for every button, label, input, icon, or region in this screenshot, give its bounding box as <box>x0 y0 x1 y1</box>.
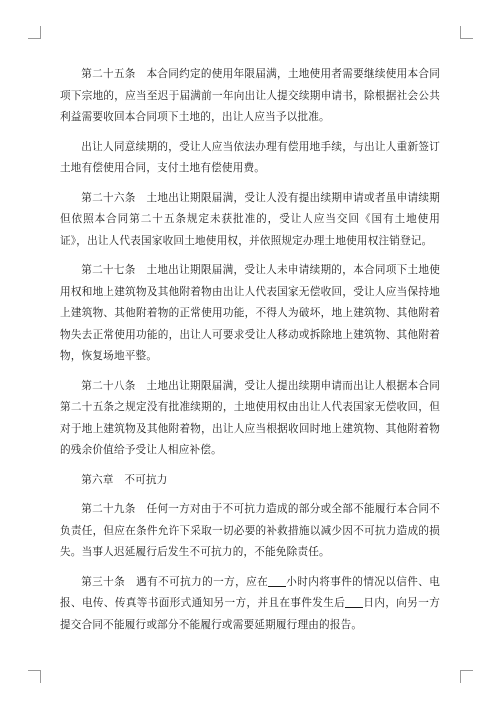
document-body <box>60 64 440 644</box>
article-30-text-part-1: 第三十条 遇有不可抗力的一方，应在 <box>81 575 269 588</box>
crop-mark-top-left <box>28 26 41 39</box>
article-27-paragraph: 第二十七条 土地出让期限届满，受让人未申请续期的，本合同项下土地使用权和地上建筑物及其他附着物由出让人代表国家无偿收回，受让人应当保持地上建筑物、其他附着物的正常使用功能，不得人为破坏，地上建筑物、其他附着物失去正常使用功能的，出让人可要求受让人移动或拆除地上建筑物、其他附着物，恢复场地平整。 <box>60 264 440 362</box>
crop-mark-bottom-left <box>28 670 41 683</box>
article-25-paragraph: 第二十五条 本合同约定的使用年限届满，土地使用者需要继续使用本合同项下宗地的，应当至迟于届满前一年向出让人提交续期申请书，除根据社会公共利益需要收回本合同项下土地的，出让人应当予以批准。 <box>60 68 440 123</box>
article-30-paragraph <box>60 572 440 637</box>
chapter-6-heading: 第六章 不可抗力 <box>81 473 168 486</box>
article-30-text-part-3: 日内，向另一方提交合同不能履行或部分不能履行或需要延期履行理由的报告。 <box>60 597 440 631</box>
article-28-paragraph: 第二十八条 土地出让期限届满，受让人提出续期申请而出让人根据本合同第二十五条之规定没有批准续期的，土地使用权由出让人代表国家无偿收回，但对于地上建筑物及其他附着物，出让人应当根据收回时地上建筑物、其他附着物的残余价值给予受让人相应补偿。 <box>60 379 440 456</box>
days-blank <box>345 595 363 608</box>
article-26-paragraph: 第二十六条 土地出让期限届满，受让人没有提出续期申请或者虽申请续期但依照本合同第二十五条规定未获批准的，受让人应当交回《国有土地使用证》，出让人代表国家收回土地使用权，并依照规定办理土地使用权注销登记。 <box>60 191 440 247</box>
crop-mark-top-right <box>460 26 473 39</box>
article-29-paragraph: 第二十九条 任何一方对由于不可抗力造成的部分或全部不能履行本合同不负责任，但应在条件允许下采取一切必要的补救措施以减少因不可抗力造成的损失。当事人迟延履行后发生不可抗力的，不能免除责任。 <box>60 503 440 558</box>
article-30-text-part-2: 小时内将事件的情况以信件、电报、电传、传真等书面形式通知另一方，并且在事件发生后 <box>60 575 440 609</box>
crop-mark-bottom-right <box>460 670 473 683</box>
hours-blank <box>268 574 286 587</box>
article-25-renewal-paragraph: 出让人同意续期的，受让人应当依法办理有偿用地手续，与出让人重新签订土地有偿使用合同，支付土地有偿使用费。 <box>60 140 440 174</box>
